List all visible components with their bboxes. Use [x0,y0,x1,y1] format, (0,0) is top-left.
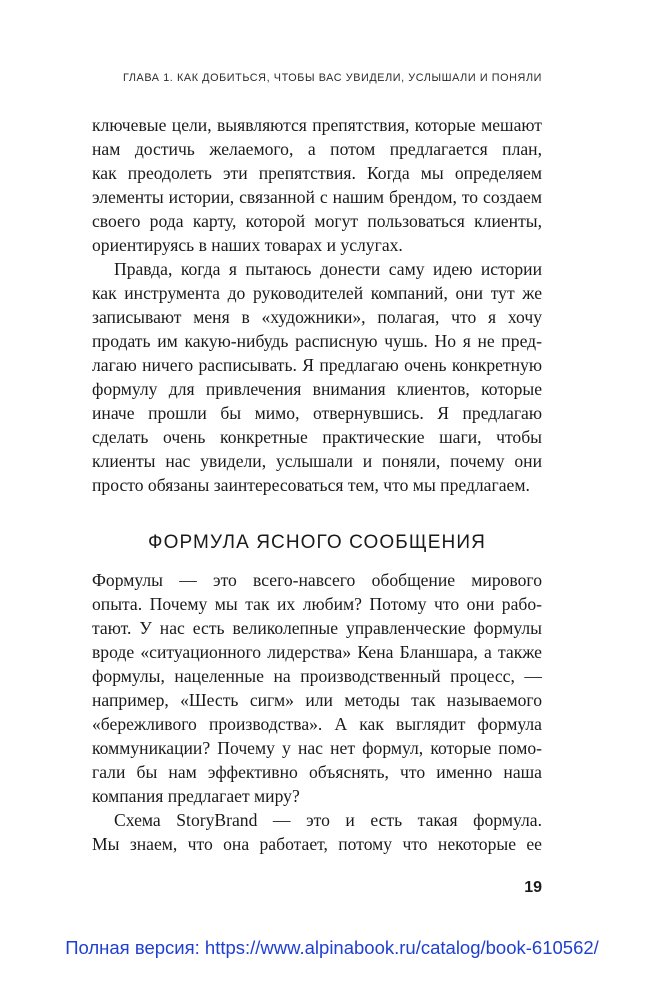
text-line: записывают меня в «художники», полагая, что я хочу [92,307,542,327]
text-line: элементы истории, связанной с нашим брендом, то создаем [92,187,542,207]
text-line: формулы, нацеленные на производственный процесс, — [92,666,542,686]
text-line: «бережливого производства». А как выглядит формула [92,714,542,734]
text-line: иначе прошли бы мимо, отвернувшись. Я предлагаю [92,403,542,423]
section-heading: ФОРМУЛА ЯСНОГО СООБЩЕНИЯ [148,532,486,553]
text-line: клиенты нас увидели, услышали и поняли, почему они [92,451,542,471]
text-line: Схема StoryBrand — это и есть такая формула. [114,810,542,830]
text-line: нам достичь желаемого, а потом предлагается план, [92,139,542,159]
text-line: ключевые цели, выявляются препятствия, которые мешают [92,115,542,135]
text-line: сделать очень конкретные практические шаги, чтобы [92,427,542,447]
text-line: продать им какую-нибудь расписную чушь. Но я не пред- [92,331,542,351]
text-line: как инструмента до руководителей компаний, они тут же [92,283,542,303]
text-line: гали бы нам эффективно объяснять, что именно наша [92,762,542,782]
text-line: например, «Шесть сигм» или методы так называемого [92,690,542,710]
page-number: 19 [524,879,542,896]
full-version-link[interactable]: Полная версия: https://www.alpinabook.ru/catalog/book-610562/ [65,937,599,958]
text-line: формулу для привлечения внимания клиентов, которые [92,379,542,399]
text-line: опыта. Почему мы так их любим? Потому что они рабо- [92,594,542,614]
text-line: как преодолеть эти препятствия. Когда мы определяем [92,163,542,183]
text-line: Мы знаем, что она работает, потому что некоторые ее [92,834,542,854]
text-line: лагаю ничего расписывать. Я предлагаю очень конкретную [92,355,542,375]
text-line: компания предлагает миру? [92,786,300,806]
text-line: своего рода карту, которой могут пользоваться клиенты, [92,211,542,231]
text-line: тают. У нас есть великолепные управленческие формулы [92,618,542,638]
text-line: ориентируясь в наших товарах и услугах. [92,235,403,255]
text-line: коммуникации? Почему у нас нет формул, которые помо- [92,738,542,758]
text-line: просто обязаны заинтересоваться тем, что мы предлагаем. [92,475,530,495]
text-line: Правда, когда я пытаюсь донести саму идею истории [114,259,542,279]
text-line: Формулы — это всего-навсего обобщение мирового [92,570,542,590]
text-line: вроде «ситуационного лидерства» Кена Бланшара, а также [92,642,542,662]
running-header: ГЛАВА 1. КАК ДОБИТЬСЯ, ЧТОБЫ ВАС УВИДЕЛИ, УСЛЫШАЛИ И ПОНЯЛИ [123,72,542,84]
